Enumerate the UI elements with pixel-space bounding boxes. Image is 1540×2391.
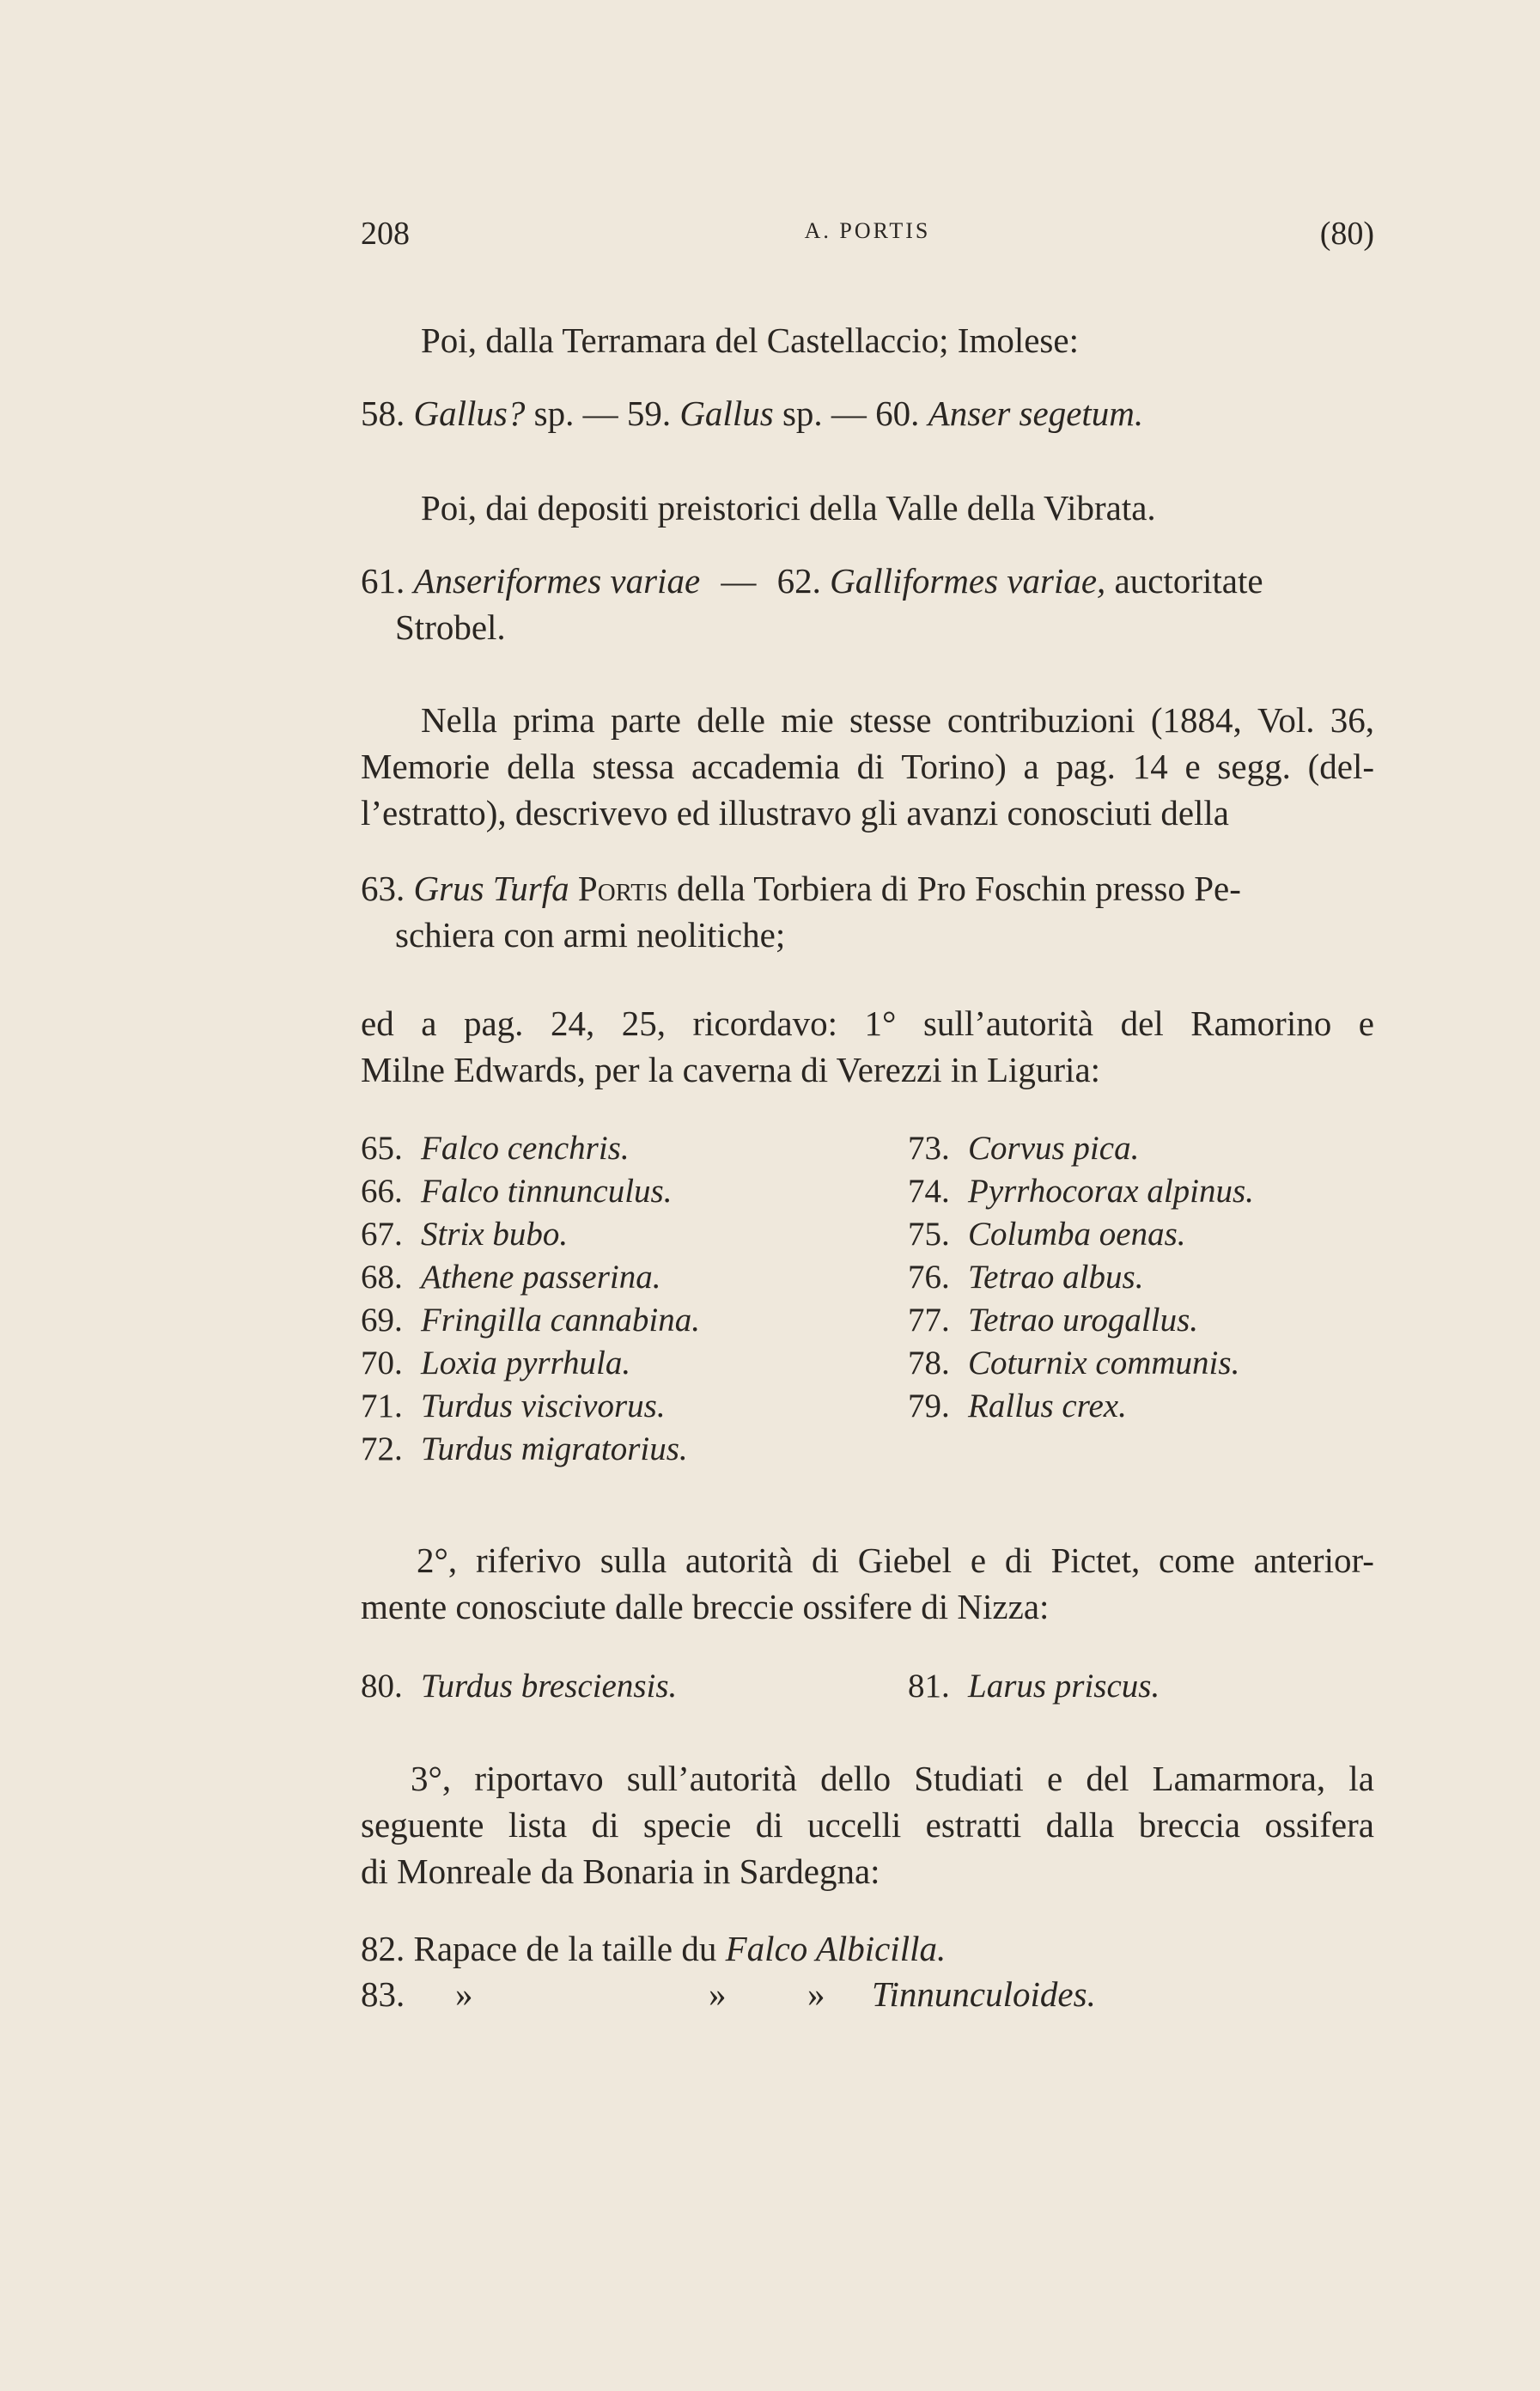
list-item (908, 1385, 1127, 1428)
entry-number: 69. (361, 1302, 403, 1339)
species-name: Corvus pica. (968, 1130, 1140, 1167)
page-number: 208 (361, 216, 410, 252)
species-name: Turdus bresciensis. (421, 1668, 678, 1705)
section-number: (80) (1319, 216, 1374, 252)
paragraph-nizza-line1: 2°, riferivo sulla autorità di Giebel e di Pictet, come anterior- (417, 1540, 1374, 1580)
species-name: Falco Albicilla. (725, 1929, 947, 1968)
list-item (908, 1170, 1254, 1213)
paragraph-vibrata: Poi, dai depositi preistorici della Valle della Vibrata. (421, 488, 1156, 528)
paragraph-verezzi-line1: ed a pag. 24, 25, ricordavo: 1° sull’autorità del Ramorino e (361, 1003, 1374, 1043)
list-item (361, 1299, 700, 1342)
entry-number: 68. (361, 1259, 403, 1296)
entry-line-58-60 (361, 391, 1143, 436)
entry-number: 65. (361, 1130, 403, 1167)
list-item (908, 1299, 1198, 1342)
entry-number: 63. (361, 869, 405, 908)
entry-text: auctoritate (1105, 561, 1263, 601)
entry-line-61-62 (361, 558, 1374, 603)
entry-number: 59. (626, 393, 672, 433)
paragraph-sardegna-line3: di Monreale da Bonaria in Sardegna: (361, 1851, 880, 1891)
paragraph-contributions-line1: Nella prima parte delle mie stesse contribuzioni (1884, Vol. 36, (421, 700, 1374, 740)
species-name: Coturnix communis. (968, 1345, 1240, 1382)
species-name: Turdus viscivorus. (421, 1388, 666, 1424)
list-item (361, 1127, 630, 1170)
entry-number: 71. (361, 1388, 403, 1424)
paragraph-sardegna-line2: seguente lista di specie di uccelli estratti dalla breccia ossifera (361, 1805, 1374, 1845)
list-item (361, 1342, 630, 1385)
species-name: Athene passerina. (421, 1259, 661, 1296)
list-item (908, 1665, 1160, 1708)
entry-number: 67. (361, 1216, 403, 1253)
entry-line-63 (361, 866, 1241, 911)
ditto-mark: » (807, 1974, 825, 2014)
entry-number: 82. (361, 1929, 405, 1968)
list-item (361, 1213, 568, 1256)
paragraph-terramara: Poi, dalla Terramara del Castellaccio; Imolese: (421, 320, 1079, 360)
entry-number: 60. (875, 393, 920, 433)
list-item (908, 1256, 1143, 1299)
entry-number: 77. (908, 1302, 950, 1339)
entry-number: 78. (908, 1345, 950, 1382)
species-name: Tetrao albus. (968, 1259, 1144, 1296)
ditto-mark: » (455, 1974, 473, 2014)
species-name: Gallus? (413, 393, 526, 433)
entry-number: 72. (361, 1430, 403, 1467)
entry-number: 79. (908, 1388, 950, 1424)
species-name: Grus Turfa (413, 869, 569, 908)
species-name: Columba oenas. (968, 1216, 1186, 1253)
species-name: Loxia pyrrhula. (421, 1345, 631, 1382)
entry-number: 73. (908, 1130, 950, 1167)
page-header (361, 215, 1374, 258)
species-name: Larus priscus. (968, 1668, 1160, 1705)
list-item (361, 1428, 688, 1471)
list-item (908, 1127, 1139, 1170)
entry-continuation: Strobel. (395, 607, 506, 647)
entry-number: 75. (908, 1216, 950, 1253)
species-name: Rallus crex. (968, 1388, 1127, 1424)
species-name: Strix bubo. (421, 1216, 569, 1253)
entry-number: 81. (908, 1668, 950, 1705)
entry-text: sp. — (525, 393, 627, 433)
species-name: Turdus migratorius. (421, 1430, 688, 1467)
entry-number: 80. (361, 1668, 403, 1705)
species-name: Galliformes variae, (830, 561, 1106, 601)
entry-text: Rapace de la taille du (413, 1929, 726, 1968)
species-name: Falco tinnunculus. (421, 1173, 673, 1210)
list-item (361, 1665, 677, 1708)
entry-text: della Torbiera di Pro Foschin presso Pe- (667, 869, 1241, 908)
species-name: Tinnunculoides. (872, 1974, 1096, 2014)
list-item (361, 1170, 672, 1213)
species-name: Anser segetum. (928, 393, 1144, 433)
species-name: Pyrrhocorax alpinus. (968, 1173, 1254, 1210)
species-name: Gallus (679, 393, 774, 433)
entry-continuation: schiera con armi neolitiche; (395, 915, 786, 955)
entry-number: 83. (361, 1974, 405, 2014)
author-name: Portis (577, 869, 668, 908)
entry-number: 70. (361, 1345, 403, 1382)
entry-number: 62. (776, 561, 821, 601)
entry-number: 76. (908, 1259, 950, 1296)
species-name: Tetrao urogallus. (968, 1302, 1199, 1339)
entry-number: 74. (908, 1173, 950, 1210)
species-name: Anseriformes variae (413, 561, 701, 601)
entry-number: 66. (361, 1173, 403, 1210)
list-item (908, 1342, 1239, 1385)
paragraph-contributions-line2: Memorie della stessa accademia di Torino) a pag. 14 e segg. (del- (361, 747, 1374, 786)
running-title: A. PORTIS (804, 218, 931, 243)
entry-dash: — (721, 561, 757, 601)
entry-line-82 (361, 1926, 946, 1971)
paragraph-nizza-line2: mente conosciute dalle breccie ossifere di Nizza: (361, 1587, 1050, 1626)
list-item (361, 1256, 660, 1299)
paragraph-verezzi-line2: Milne Edwards, per la caverna di Verezzi in Liguria: (361, 1050, 1101, 1089)
species-name: Fringilla cannabina. (421, 1302, 700, 1339)
species-name: Falco cenchris. (421, 1130, 630, 1167)
entry-text: sp. — (773, 393, 876, 433)
paragraph-contributions-line3: l’estratto), descrivevo ed illustravo gli avanzi conosciuti della (361, 793, 1230, 833)
list-item (361, 1385, 666, 1428)
entry-number: 58. (361, 393, 405, 433)
entry-number: 61. (361, 561, 405, 601)
list-item (908, 1213, 1186, 1256)
paragraph-sardegna-line1: 3°, riportavo sull’autorità dello Studiati e del Lamarmora, la (411, 1759, 1374, 1798)
ditto-mark: » (709, 1974, 727, 2014)
